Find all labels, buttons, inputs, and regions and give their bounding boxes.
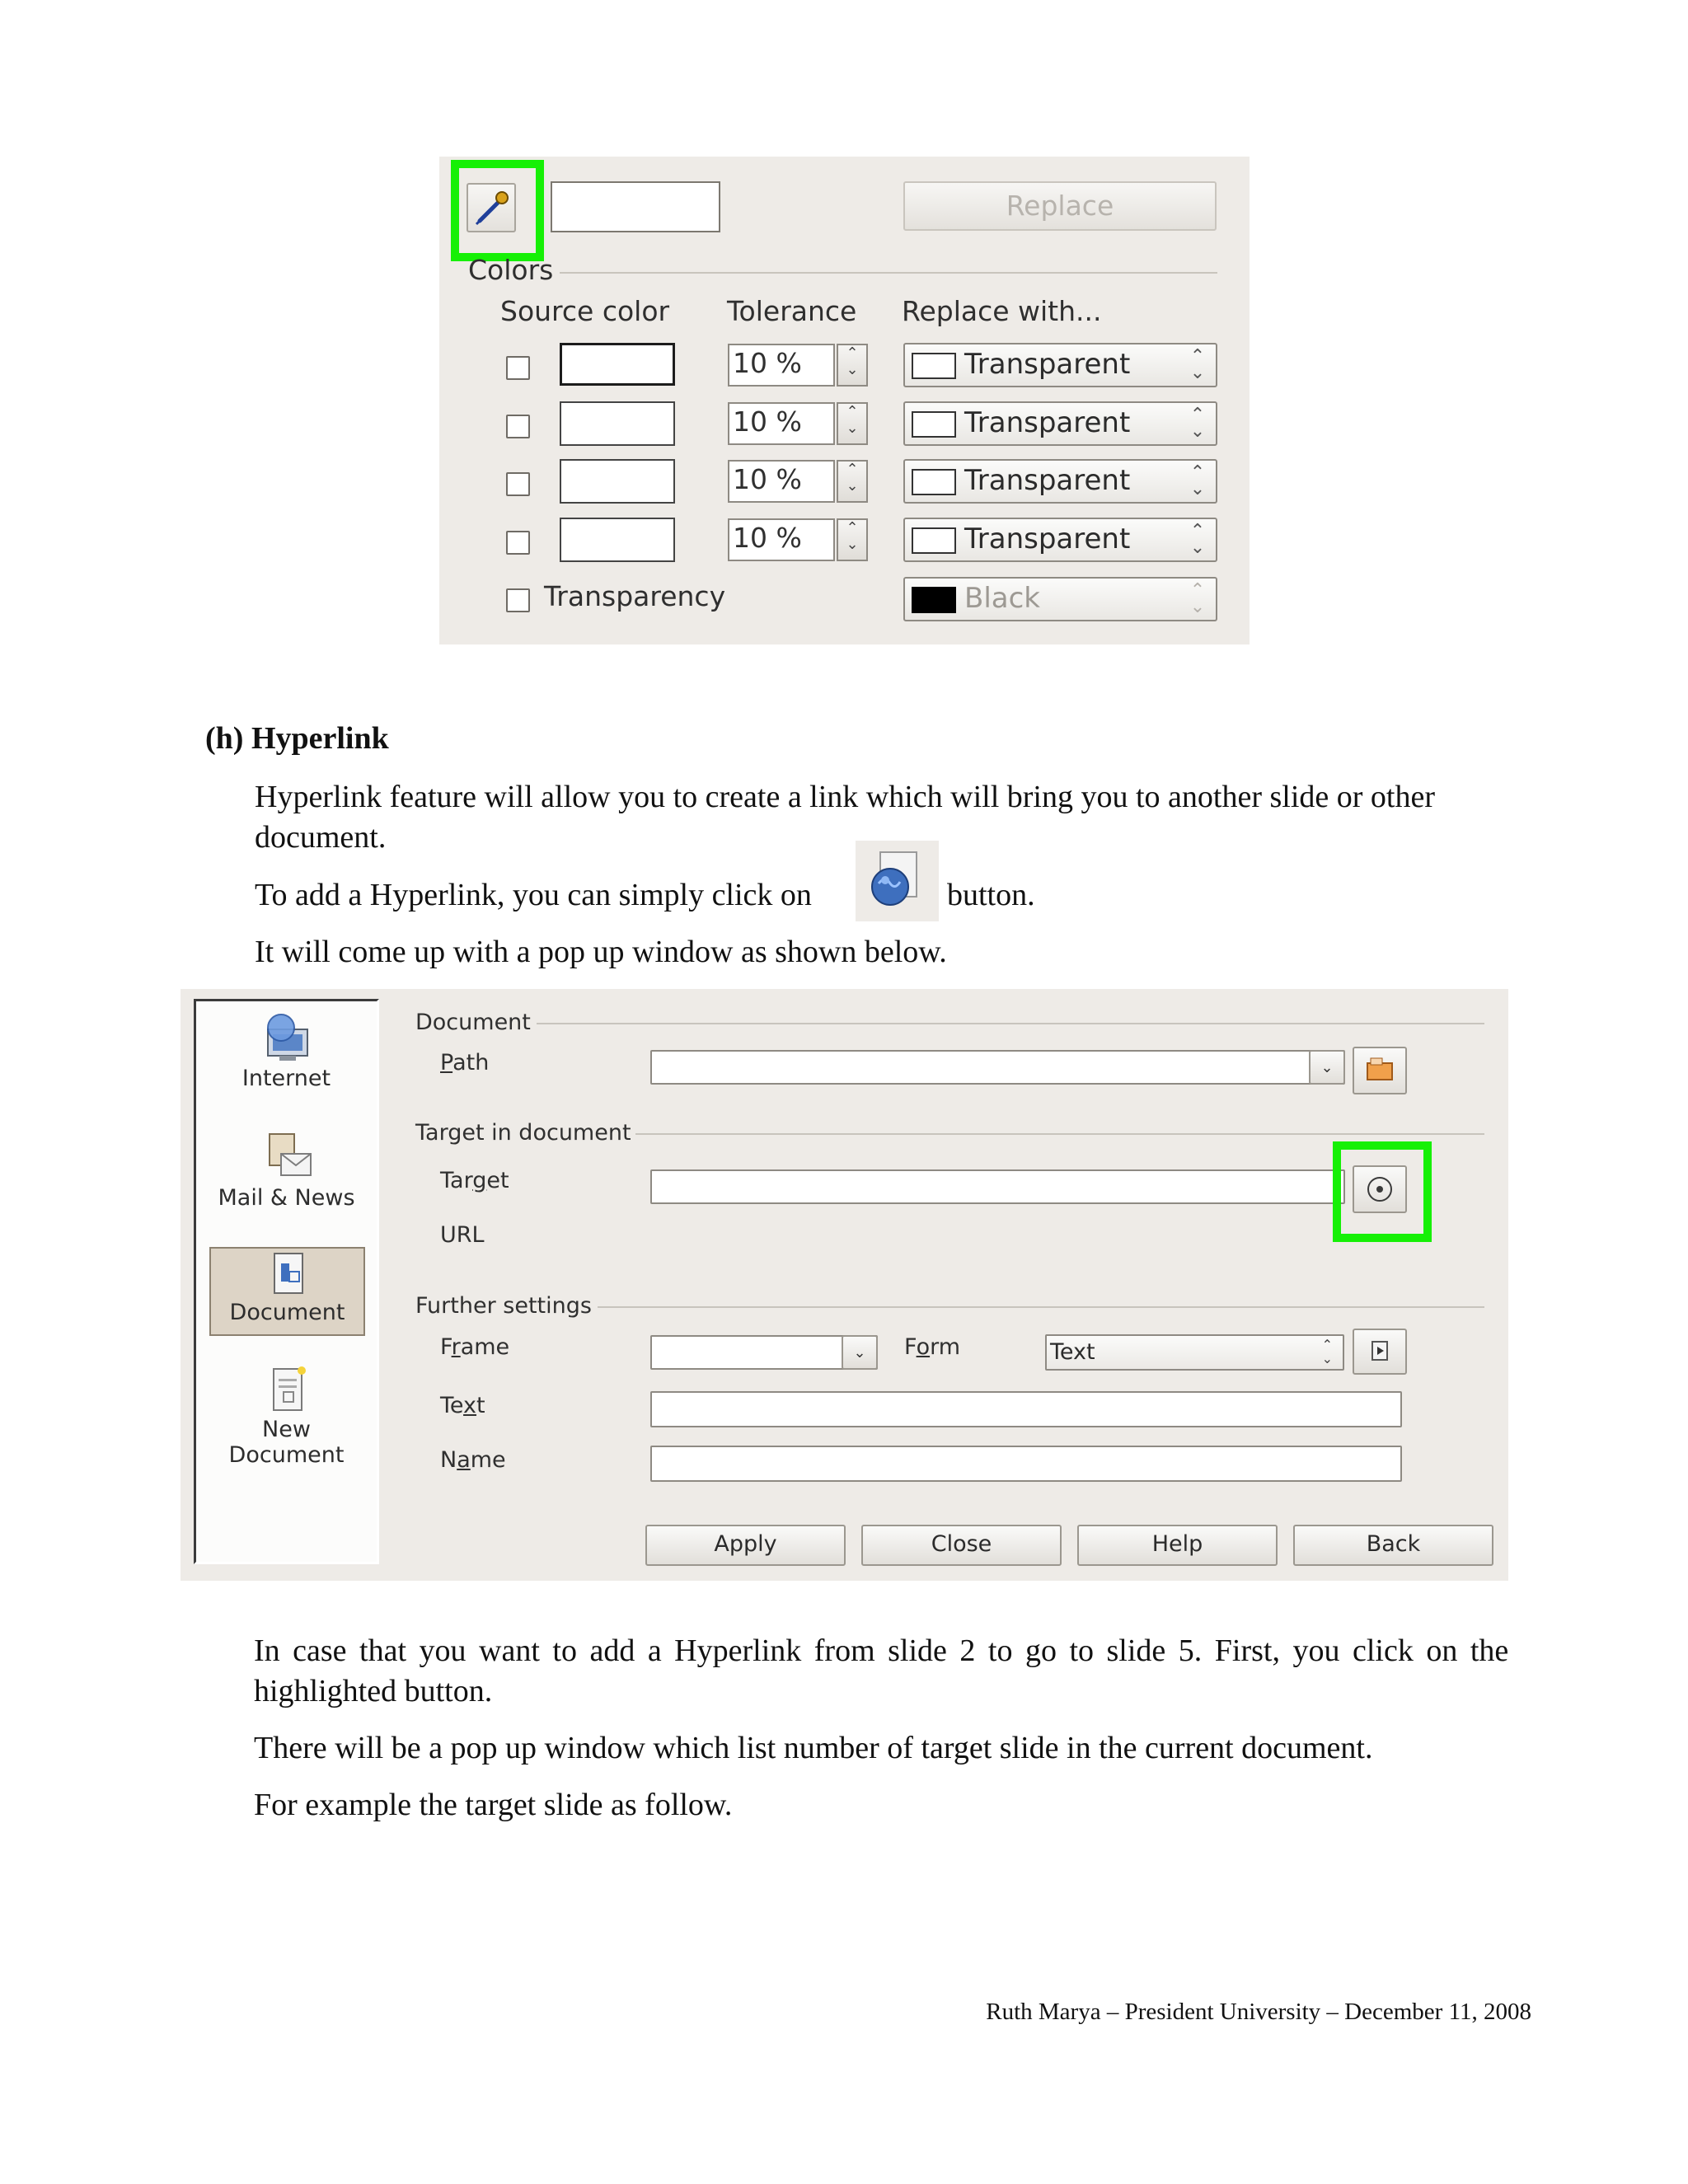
paragraph-5: There will be a pop up window which list number of target slide in the current document.: [254, 1731, 1373, 1765]
replace-with-list-4[interactable]: [903, 518, 1217, 562]
side-item-document[interactable]: [209, 1247, 365, 1336]
further-settings-label: Further settings: [415, 1293, 592, 1319]
replace-button[interactable]: [903, 181, 1217, 231]
tolerance-field-2[interactable]: 10 %: [728, 402, 835, 445]
transparency-color-list[interactable]: [903, 577, 1217, 621]
source-color-swatch-4[interactable]: [560, 518, 675, 562]
spin-down-icon: ⌄: [846, 536, 859, 553]
black-swatch: [912, 587, 956, 613]
transparency-color-value: Black: [964, 582, 1040, 615]
chevron-down-icon: ⌄: [853, 1344, 866, 1361]
close-button-label: Close: [931, 1531, 992, 1557]
replace-with-value-4: Transparent: [964, 523, 1131, 555]
side-item-mail-news[interactable]: [196, 1129, 377, 1228]
side-item-internet[interactable]: [196, 1010, 377, 1108]
tolerance-spinner-2[interactable]: [837, 402, 868, 445]
open-file-button[interactable]: [1353, 1047, 1407, 1094]
pipette-color-display: [551, 181, 720, 232]
hyperlink-toolbar-button: [856, 841, 939, 921]
source-color-swatch-3[interactable]: [560, 459, 675, 504]
apply-button[interactable]: [645, 1525, 846, 1566]
document-icon: [263, 1250, 312, 1300]
replace-with-list-2[interactable]: [903, 401, 1217, 446]
replace-with-value-1: Transparent: [964, 348, 1131, 381]
tolerance-spinner-1[interactable]: [837, 344, 868, 387]
target-icon: [1354, 1167, 1405, 1212]
source-color-swatch-1[interactable]: [560, 343, 675, 386]
hyperlink-type-panel: [194, 999, 379, 1564]
colors-group-label: Colors: [468, 254, 554, 286]
new-document-label-1: New: [262, 1417, 311, 1442]
pipette-button[interactable]: [467, 183, 516, 232]
color-swatch: [912, 411, 956, 438]
side-item-new-document[interactable]: [196, 1364, 377, 1479]
form-listbox[interactable]: [1045, 1334, 1344, 1371]
spin-up-icon: ⌃: [846, 344, 859, 362]
source-color-checkbox-1[interactable]: [506, 356, 530, 380]
tolerance-spinner-3[interactable]: [837, 460, 868, 503]
replace-with-list-1[interactable]: [903, 343, 1217, 387]
back-button-label: Back: [1366, 1531, 1421, 1557]
events-button[interactable]: [1353, 1329, 1407, 1375]
color-replacer-panel: [439, 157, 1250, 644]
spin-down-icon: ⌄: [846, 477, 859, 494]
frame-combobox[interactable]: [650, 1335, 878, 1370]
paragraph-1-line-2: document.: [255, 820, 387, 855]
paragraph-4-line-2: highlighted button.: [254, 1674, 493, 1708]
target-in-document-button[interactable]: [1353, 1165, 1407, 1213]
help-button[interactable]: [1077, 1525, 1278, 1566]
hyperlink-dialog: [181, 989, 1508, 1581]
spin-down-icon: ⌄: [846, 419, 859, 437]
path-dropdown-button[interactable]: [1309, 1050, 1345, 1085]
source-color-checkbox-3[interactable]: [506, 472, 530, 496]
new-document-label-2: Document: [228, 1442, 345, 1468]
open-folder-icon: [1354, 1048, 1405, 1093]
paragraph-2-text-end: button.: [947, 878, 1035, 912]
spin-up-icon: ⌃: [846, 519, 859, 537]
name-label: Name: [440, 1447, 506, 1473]
events-icon: [1354, 1330, 1405, 1373]
path-label: Path: [440, 1050, 490, 1076]
paragraph-2-text: To add a Hyperlink, you can simply click on: [255, 878, 812, 912]
form-label: Form: [904, 1334, 961, 1360]
color-swatch: [912, 527, 956, 554]
transparency-label: Transparency: [544, 580, 726, 612]
text-label: Text: [440, 1393, 485, 1418]
document-group-label: Document: [415, 1010, 531, 1035]
replace-with-value-3: Transparent: [964, 464, 1131, 497]
document-separator: [537, 1023, 1484, 1024]
pipette-icon: [468, 185, 514, 231]
source-color-header: Source color: [500, 295, 670, 327]
source-color-checkbox-4[interactable]: [506, 531, 530, 555]
replace-with-value-2: Transparent: [964, 406, 1131, 439]
tolerance-field-1[interactable]: 10 %: [728, 344, 835, 387]
target-separator: [635, 1133, 1484, 1135]
frame-label: Frame: [440, 1334, 510, 1360]
chevron-down-icon: ⌄: [1320, 1059, 1334, 1076]
mail-news-label: Mail & News: [218, 1185, 355, 1211]
document-label: Document: [229, 1300, 345, 1325]
source-color-checkbox-2[interactable]: [506, 415, 530, 438]
color-swatch: [912, 353, 956, 379]
internet-label: Internet: [241, 1066, 331, 1091]
tolerance-field-3[interactable]: 10 %: [728, 460, 835, 503]
section-heading: (h) Hyperlink: [205, 721, 389, 756]
source-color-swatch-2[interactable]: [560, 401, 675, 446]
target-group-label: Target in document: [415, 1120, 631, 1146]
path-combobox[interactable]: [650, 1050, 1345, 1085]
close-button[interactable]: [861, 1525, 1062, 1566]
url-label: URL: [440, 1222, 485, 1248]
transparency-checkbox[interactable]: [506, 588, 530, 612]
replace-button-label: Replace: [1006, 190, 1114, 222]
updown-arrow-icon: ⌃ ⌄: [1189, 346, 1206, 383]
back-button[interactable]: [1293, 1525, 1493, 1566]
paragraph-1-line-1: Hyperlink feature will allow you to create a link which will bring you to another slide or other: [255, 780, 1435, 814]
updown-arrow-icon: ⌃ ⌄: [1189, 521, 1206, 558]
form-value: Text: [1050, 1339, 1095, 1365]
tolerance-spinner-4[interactable]: [837, 518, 868, 561]
spin-up-icon: ⌃: [846, 461, 859, 478]
text-input[interactable]: [650, 1391, 1402, 1427]
spin-down-icon: ⌄: [846, 361, 859, 378]
further-separator: [598, 1306, 1484, 1308]
spin-up-icon: ⌃: [846, 403, 859, 420]
apply-button-label: Apply: [714, 1531, 777, 1557]
target-input[interactable]: [650, 1169, 1345, 1204]
updown-arrow-icon: ⌃ ⌄: [1189, 405, 1206, 442]
page-footer: Ruth Marya – President University – December 11, 2008: [986, 1999, 1531, 2025]
replace-with-header: Replace with...: [902, 295, 1102, 327]
tolerance-header: Tolerance: [727, 295, 857, 327]
frame-dropdown-button[interactable]: [842, 1335, 878, 1370]
target-label: Target: [440, 1168, 509, 1193]
updown-arrow-icon: ⌃ ⌄: [1189, 462, 1206, 499]
paragraph-3: It will come up with a pop up window as shown below.: [255, 935, 947, 969]
new-document-icon: [262, 1364, 312, 1417]
colors-separator: [560, 272, 1217, 274]
mail-news-icon: [258, 1129, 316, 1185]
updown-arrow-icon: ⌃ ⌄: [1189, 580, 1206, 617]
name-input[interactable]: [650, 1446, 1402, 1482]
internet-icon: [258, 1010, 316, 1066]
tolerance-field-4[interactable]: 10 %: [728, 518, 835, 561]
hyperlink-globe-icon: [856, 841, 939, 921]
paragraph-4-line-1: In case that you want to add a Hyperlink from slide 2 to go to slide 5. First, you click on the: [254, 1633, 1509, 1668]
color-swatch: [912, 469, 956, 495]
help-button-label: Help: [1151, 1531, 1203, 1557]
updown-arrow-icon: ⌃ ⌄: [1321, 1337, 1333, 1366]
replace-with-list-3[interactable]: [903, 459, 1217, 504]
paragraph-6: For example the target slide as follow.: [254, 1788, 733, 1822]
